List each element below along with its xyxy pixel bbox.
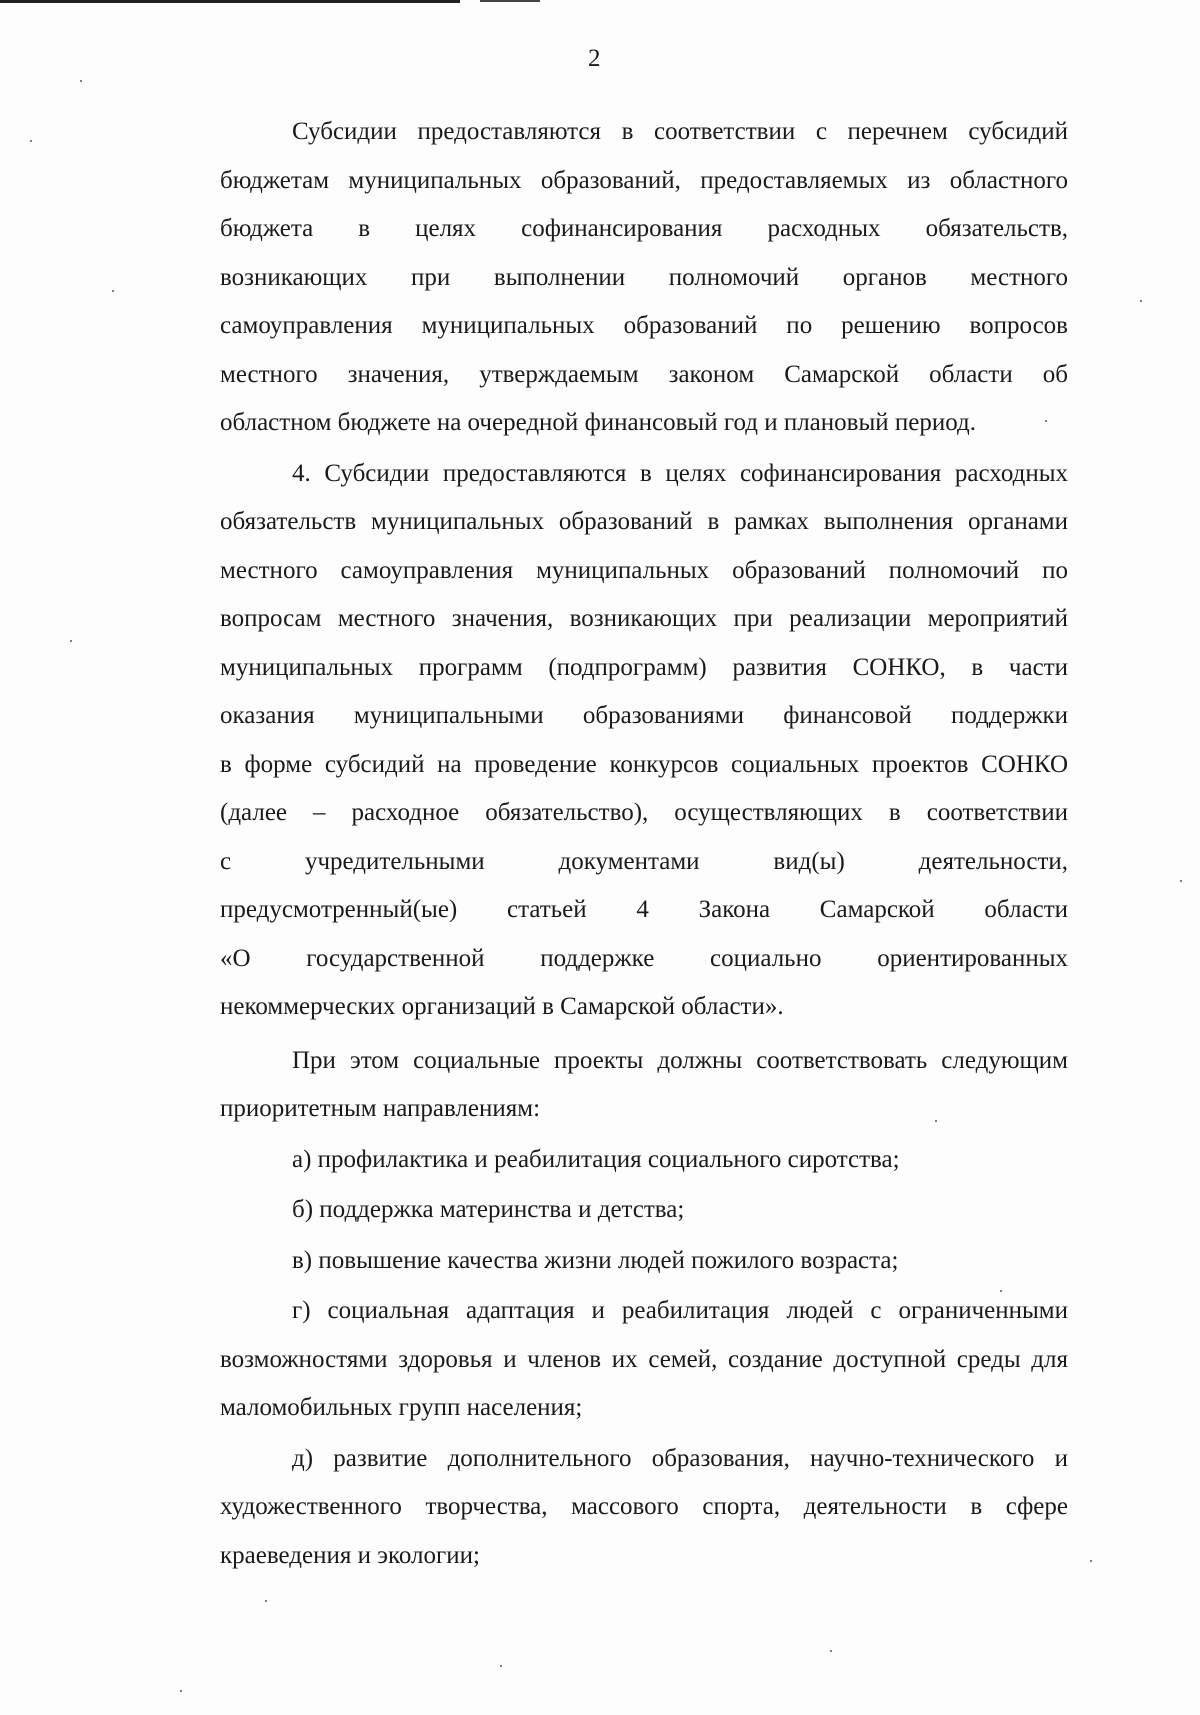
text-line: в форме субсидий на проведение конкурсов социальных проектов СОНКО (220, 750, 1068, 778)
text-line: а) профилактика и реабилитация социального сиротства; (292, 1145, 900, 1173)
text-line: местного значения, утверждаемым законом Самарской области об (220, 360, 1068, 388)
text-line: 4. Субсидии предоставляются в целях софинансирования расходных (292, 459, 1068, 487)
text-line: некоммерческих организаций в Самарской области». (220, 993, 784, 1020)
list-item-g (148, 1287, 1068, 1433)
list-item-a (148, 1136, 1068, 1185)
text-line: оказания муниципальными образованиями финансовой поддержки (220, 702, 1068, 729)
text-line: г) социальная адаптация и реабилитация людей с ограниченными (292, 1297, 1068, 1324)
text-line: местного самоуправления муниципальных образований полномочий по (220, 556, 1068, 584)
text-line: возникающих при выполнении полномочий органов местного (220, 263, 1068, 291)
top-edge-rule (0, 0, 460, 3)
document-body (148, 108, 1068, 1580)
page-number: 2 (588, 45, 601, 72)
scan-speck (30, 140, 32, 142)
scan-speck (80, 80, 82, 82)
text-line: (далее – расходное обязательство), осуществляющих в соответствии (220, 799, 1068, 826)
text-line: самоуправления муниципальных образований по решению вопросов (220, 312, 1068, 339)
scan-speck (1045, 420, 1047, 422)
scan-speck (1180, 880, 1182, 882)
scan-speck (1140, 300, 1142, 302)
text-line: предусмотренный(ые) статьей 4 Закона Самарской области (220, 896, 1068, 923)
text-line: возможностями здоровья и членов их семей, создание доступной среды для (220, 1345, 1068, 1373)
paragraph-subsidies-list (148, 108, 1068, 448)
text-line: д) развитие дополнительного образования, научно-технического и (292, 1444, 1068, 1472)
scan-speck (935, 1120, 937, 1122)
scan-speck (1000, 1290, 1002, 1292)
scan-speck (830, 1650, 832, 1652)
text-line: в) повышение качества жизни людей пожилого возраста; (292, 1246, 899, 1274)
scan-speck (265, 1600, 267, 1602)
paragraph-item-4 (148, 450, 1068, 1032)
list-item-d (148, 1435, 1068, 1581)
scan-speck (112, 290, 114, 292)
text-line: обязательств муниципальных образований в рамках выполнения органами (220, 508, 1068, 535)
top-edge-rule-fragment (480, 0, 540, 2)
text-line: «О государственной поддержке социально ориентированных (220, 944, 1068, 972)
text-line: областном бюджете на очередной финансовый год и плановый период. (220, 409, 976, 436)
paragraph-priority-directions (148, 1037, 1068, 1134)
text-line: приоритетным направлениям: (220, 1095, 541, 1122)
list-item-v (148, 1237, 1068, 1286)
scan-speck (1090, 1560, 1092, 1562)
scan-speck (180, 1690, 182, 1692)
text-line: б) поддержка материнства и детства; (292, 1196, 685, 1223)
text-line: бюджетам муниципальных образований, предоставляемых из областного (220, 166, 1068, 194)
scan-speck (500, 1665, 502, 1667)
text-line: муниципальных программ (подпрограмм) развития СОНКО, в части (220, 653, 1068, 681)
scan-speck (70, 640, 72, 642)
list-item-b (148, 1186, 1068, 1235)
text-line: художественного творчества, массового спорта, деятельности в сфере (220, 1493, 1068, 1520)
text-line: краеведения и экологии; (220, 1541, 480, 1569)
text-line: маломобильных групп населения; (220, 1394, 583, 1421)
text-line: вопросам местного значения, возникающих при реализации мероприятий (220, 605, 1068, 632)
text-line: бюджета в целях софинансирования расходных обязательств, (220, 215, 1068, 242)
text-line: с учредительными документами вид(ы) деятельности, (220, 847, 1068, 875)
text-line: Субсидии предоставляются в соответствии с перечнем субсидий (292, 118, 1068, 145)
text-line: При этом социальные проекты должны соответствовать следующим (292, 1046, 1068, 1074)
